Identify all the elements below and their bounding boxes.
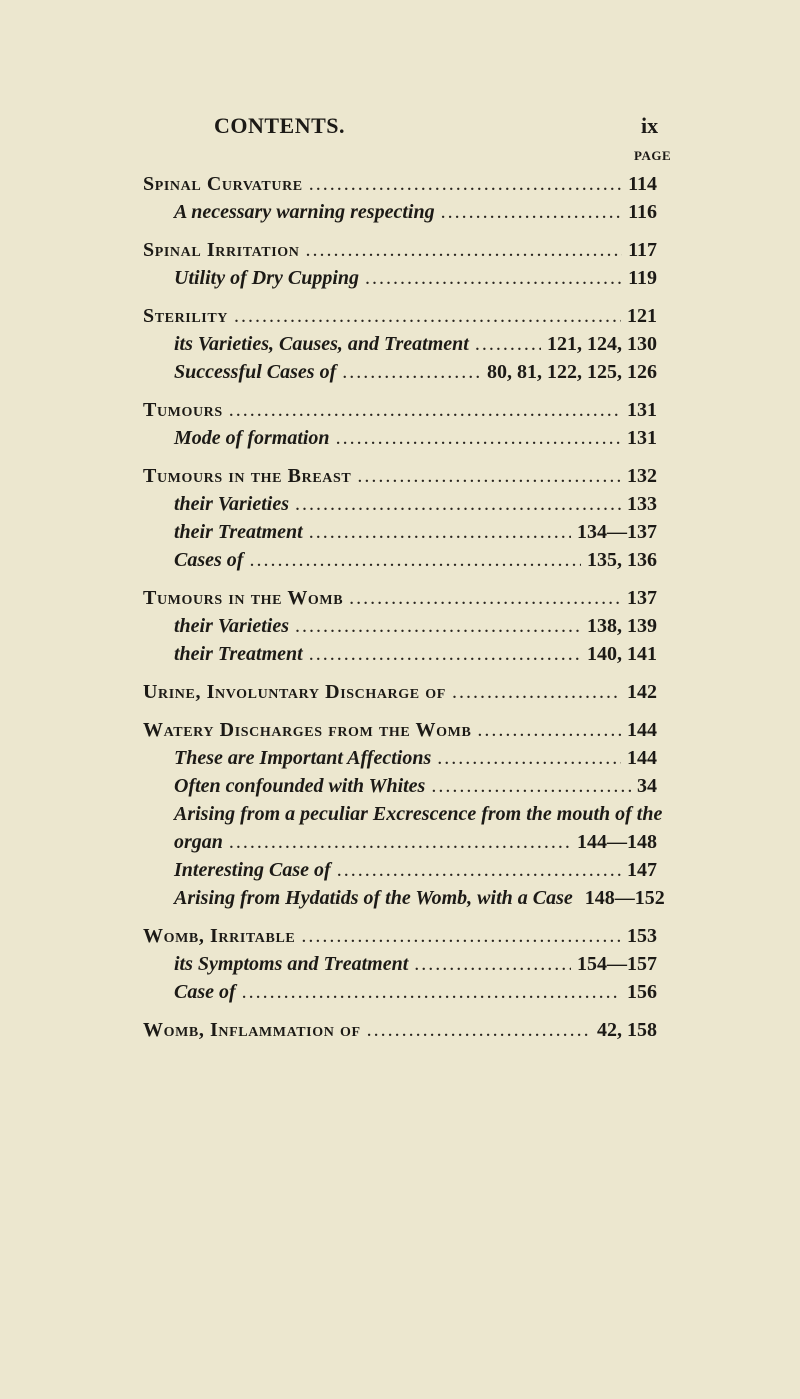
leader-dots	[452, 678, 621, 706]
toc-page-ref: 80, 81, 122, 125, 126	[487, 361, 657, 383]
toc-label: Womb, Irritable	[143, 925, 296, 947]
toc-subentry	[0, 518, 800, 546]
leader-dots	[306, 236, 623, 264]
leader-dots	[475, 330, 541, 358]
leader-dots	[301, 922, 621, 950]
toc-subentry	[0, 744, 800, 772]
toc-heading	[0, 584, 800, 612]
leader-dots	[229, 828, 571, 856]
leader-dots	[342, 358, 481, 386]
toc-page-ref: 137	[627, 587, 657, 609]
toc-subentry	[0, 264, 800, 292]
toc-subentry	[0, 330, 800, 358]
toc-subentry	[0, 978, 800, 1006]
toc-label: Womb, Inflammation of	[143, 1019, 361, 1041]
toc-label: Often confounded with Whites	[174, 775, 426, 797]
leader-dots	[309, 518, 571, 546]
toc-label: organ	[174, 831, 223, 853]
toc-page-ref: 132	[627, 465, 657, 487]
toc-page-ref: 135, 136	[587, 549, 657, 571]
toc-label: its Varieties, Causes, and Treatment	[174, 333, 469, 355]
toc-page-ref: 121, 124, 130	[547, 333, 657, 355]
toc-label: Tumours in the Womb	[143, 587, 344, 609]
running-title: CONTENTS.	[214, 113, 346, 138]
leader-dots	[242, 978, 621, 1006]
toc-page-ref: 114	[628, 173, 657, 195]
toc-subentry	[0, 490, 800, 518]
toc-page-ref: 116	[628, 201, 657, 223]
toc-label: Case of	[174, 981, 236, 1003]
toc-label: Watery Discharges from the Womb	[143, 719, 472, 741]
toc-page-ref: 144	[627, 747, 657, 769]
toc-label: Spinal Curvature	[143, 173, 303, 195]
leader-dots	[431, 772, 631, 800]
toc-page-ref: 144	[627, 719, 657, 741]
toc-label: its Symptoms and Treatment	[174, 953, 409, 975]
toc-page-ref: 148—152	[584, 887, 665, 909]
toc-label: Successful Cases of	[174, 361, 337, 383]
toc-label: Urine, Involuntary Discharge of	[143, 681, 446, 703]
toc-label: Arising from Hydatids of the Womb, with a Case	[174, 887, 573, 909]
toc-subentry	[0, 640, 800, 668]
toc-subentry	[0, 856, 800, 884]
toc-label: Spinal Irritation	[143, 239, 300, 261]
toc-subentry	[0, 198, 800, 226]
toc-page-ref: 153	[627, 925, 657, 947]
leader-dots	[336, 424, 621, 452]
toc-label: Tumours	[143, 399, 223, 421]
toc-label: Interesting Case of	[174, 859, 331, 881]
toc-label: These are Important Affections	[174, 747, 432, 769]
toc-page-ref: 119	[628, 267, 657, 289]
toc-page-ref: 134—137	[577, 521, 657, 543]
toc-page-ref: 131	[627, 427, 657, 449]
toc-heading	[0, 922, 800, 950]
leader-dots	[367, 1016, 591, 1044]
toc-page-ref: 154—157	[577, 953, 657, 975]
toc-heading	[0, 302, 800, 330]
toc-page-ref: 131	[627, 399, 657, 421]
leader-dots	[437, 744, 621, 772]
toc-label: Sterility	[143, 305, 228, 327]
toc-subentry	[0, 950, 800, 978]
toc-label: their Varieties	[174, 615, 290, 637]
leader-dots	[234, 302, 621, 330]
leader-dots	[295, 490, 621, 518]
toc-page-ref: 117	[628, 239, 657, 261]
toc-label: their Varieties	[174, 493, 290, 515]
leader-dots	[229, 396, 621, 424]
toc-subentry	[0, 828, 800, 856]
leader-dots	[309, 170, 622, 198]
toc-label: Utility of Dry Cupping	[174, 267, 360, 289]
leader-dots	[357, 462, 621, 490]
toc-label: Cases of	[174, 549, 244, 571]
leader-dots	[349, 584, 621, 612]
toc-label: A necessary warning respecting	[174, 201, 435, 223]
toc-heading	[0, 1016, 800, 1044]
leader-dots	[249, 546, 581, 574]
toc-page-ref: 140, 141	[587, 643, 657, 665]
leader-dots	[295, 612, 581, 640]
toc-subentry	[0, 546, 800, 574]
toc-subentry	[0, 612, 800, 640]
toc-page-ref: 147	[627, 859, 657, 881]
leader-dots	[441, 198, 623, 226]
toc-label: Tumours in the Breast	[143, 465, 352, 487]
toc-label: their Treatment	[174, 643, 303, 665]
leader-dots	[365, 264, 622, 292]
toc-heading	[0, 170, 800, 198]
toc-page-ref: 142	[627, 681, 657, 703]
toc-page-ref: 133	[627, 493, 657, 515]
toc-heading	[0, 236, 800, 264]
toc-subentry	[0, 884, 800, 912]
toc-page-ref: 34	[637, 775, 657, 797]
toc-label: Mode of formation	[174, 427, 330, 449]
toc-heading	[0, 678, 800, 706]
leader-dots	[309, 640, 581, 668]
toc-heading	[0, 396, 800, 424]
toc-subentry	[0, 424, 800, 452]
leader-dots	[337, 856, 621, 884]
leader-dots	[414, 950, 571, 978]
toc-label: their Treatment	[174, 521, 303, 543]
toc-subentry	[0, 772, 800, 800]
toc-page-ref: 144—148	[577, 831, 657, 853]
toc-page-ref: 138, 139	[587, 615, 657, 637]
page-number: ix	[641, 113, 659, 138]
toc-entry-continued: Arising from a peculiar Excrescence from the mouth of the	[174, 803, 663, 825]
page-column-label: PAGE	[634, 148, 672, 163]
toc-page-ref: 156	[627, 981, 657, 1003]
leader-dots	[477, 716, 621, 744]
toc-heading	[0, 716, 800, 744]
toc-page-ref: 121	[627, 305, 657, 327]
toc-heading	[0, 462, 800, 490]
toc-subentry	[0, 358, 800, 386]
toc-page-ref: 42, 158	[597, 1019, 657, 1041]
page-header	[0, 113, 800, 143]
